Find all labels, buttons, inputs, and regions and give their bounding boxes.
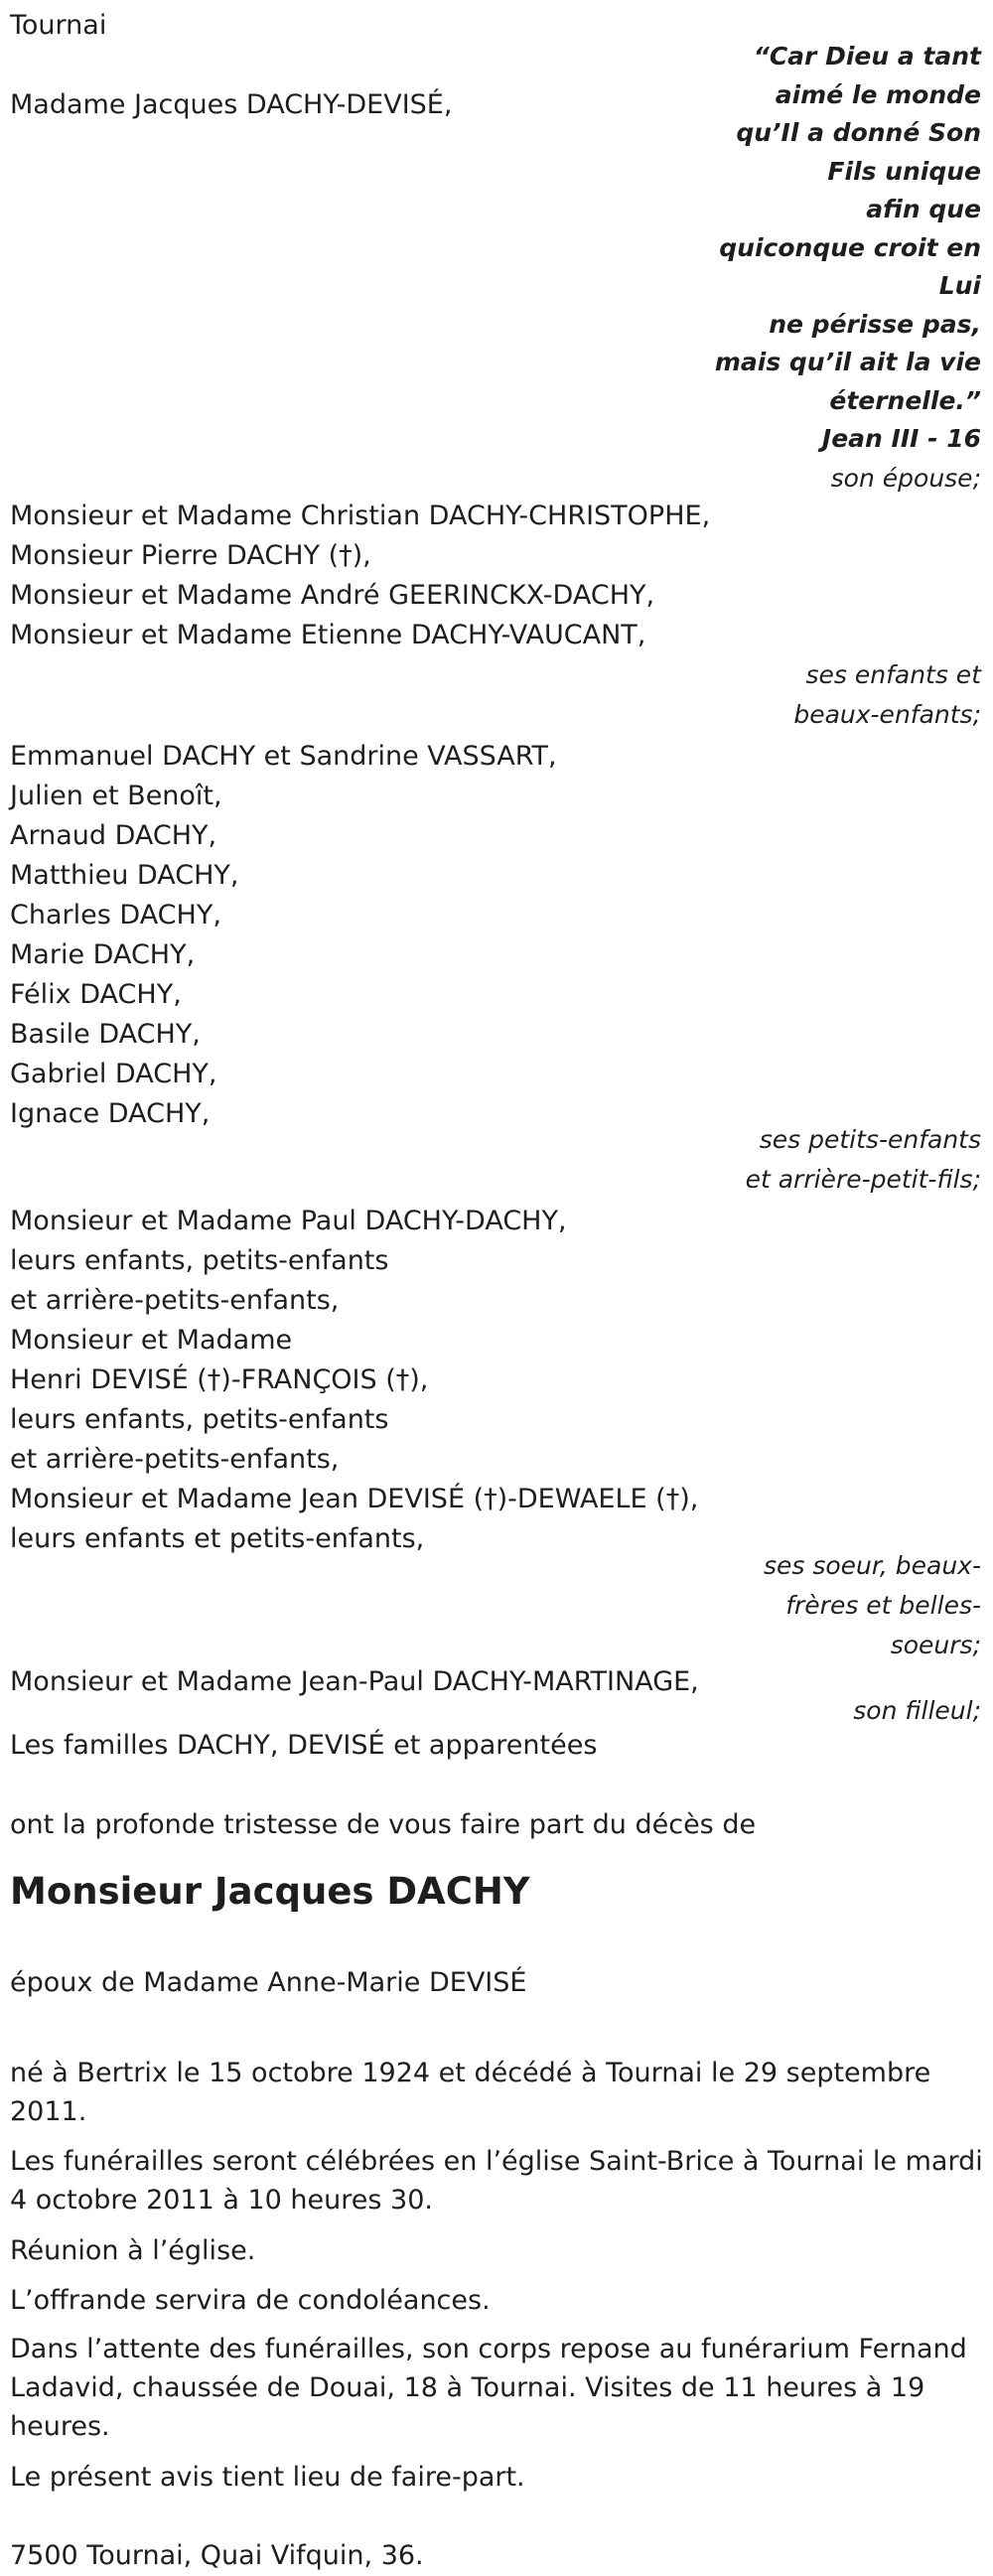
role-siblings: soeurs;	[890, 1631, 981, 1659]
deceased-name: Monsieur Jacques DACHY	[10, 1870, 530, 1913]
quote-line: aimé le monde	[775, 80, 981, 109]
list-item: Charles DACHY,	[10, 900, 221, 930]
quote-reference: Jean III - 16	[821, 424, 981, 453]
list-item: et arrière-petits-enfants,	[10, 1444, 340, 1475]
address-line: 7500 Tournai, Quai Vifquin, 36.	[10, 2540, 424, 2571]
quote-line: éternelle.”	[829, 386, 981, 415]
families-line: Les familles DACHY, DEVISÉ et apparentées	[10, 1730, 598, 1761]
list-item: Arnaud DACHY,	[10, 820, 217, 851]
quote-line: Lui	[938, 271, 981, 300]
list-item: Ignace DACHY,	[10, 1098, 211, 1129]
role-godson: son filleul;	[853, 1696, 981, 1725]
list-item: Monsieur et Madame Paul DACHY-DACHY,	[10, 1206, 567, 1236]
role-grandchildren: ses petits-enfants	[759, 1125, 981, 1154]
deceased-spouse: époux de Madame Anne-Marie DEVISÉ	[10, 1967, 527, 1998]
quote-line: Fils unique	[827, 157, 981, 186]
list-item: leurs enfants, petits-enfants	[10, 1245, 389, 1276]
announcement: ont la profonde tristesse de vous faire part du décès de	[10, 1809, 757, 1840]
paragraph-line: 2011.	[10, 2096, 87, 2127]
role-spouse: son épouse;	[830, 464, 981, 493]
quote-line: mais qu’il ait la vie	[714, 348, 981, 376]
list-item: Basile DACHY,	[10, 1019, 201, 1050]
spouse-line: Madame Jacques DACHY-DEVISÉ,	[10, 89, 453, 120]
location: Tournai	[10, 10, 107, 41]
paragraph-line: Dans l’attente des funérailles, son corps repose au funérarium Fernand	[10, 2334, 967, 2364]
paragraph-line: né à Bertrix le 15 octobre 1924 et décédé à Tournai le 29 septembre	[10, 2058, 931, 2088]
paragraph-line: 4 octobre 2011 à 10 heures 30.	[10, 2185, 433, 2216]
list-item: Monsieur Pierre DACHY (†),	[10, 540, 371, 571]
role-siblings: frères et belles-	[785, 1591, 981, 1620]
quote-line: ne périsse pas,	[769, 310, 981, 339]
list-item: Henri DEVISÉ (†)-FRANÇOIS (†),	[10, 1364, 429, 1395]
list-item: leurs enfants et petits-enfants,	[10, 1523, 425, 1554]
list-item: Monsieur et Madame Jean DEVISÉ (†)-DEWAELE (†),	[10, 1484, 699, 1514]
role-siblings: ses soeur, beaux-	[763, 1551, 981, 1580]
offering-line: L’offrande servira de condoléances.	[10, 2285, 491, 2316]
quote-line: qu’Il a donné Son	[736, 118, 981, 147]
list-item: Monsieur et Madame Etienne DACHY-VAUCANT,	[10, 620, 646, 650]
list-item: Monsieur et Madame Christian DACHY-CHRISTOPHE,	[10, 501, 711, 531]
list-item: Emmanuel DACHY et Sandrine VASSART,	[10, 741, 557, 772]
role-grandchildren: et arrière-petit-fils;	[745, 1165, 981, 1194]
meeting-line: Réunion à l’église.	[10, 2235, 256, 2266]
godson-line: Monsieur et Madame Jean-Paul DACHY-MARTINAGE,	[10, 1666, 699, 1697]
notice-line: Le présent avis tient lieu de faire-part.	[10, 2462, 525, 2493]
list-item: Monsieur et Madame André GEERINCKX-DACHY,	[10, 580, 655, 611]
list-item: Julien et Benoît,	[10, 781, 222, 811]
list-item: Monsieur et Madame	[10, 1325, 293, 1356]
quote-line: “Car Dieu a tant	[753, 42, 981, 71]
paragraph-line: Les funérailles seront célébrées en l’église Saint-Brice à Tournai le mardi	[10, 2146, 983, 2177]
list-item: leurs enfants, petits-enfants	[10, 1404, 389, 1435]
list-item: Matthieu DACHY,	[10, 860, 239, 891]
role-children: beaux-enfants;	[793, 700, 981, 729]
list-item: Félix DACHY,	[10, 979, 182, 1010]
quote-line: quiconque croit en	[719, 233, 981, 262]
list-item: Gabriel DACHY,	[10, 1059, 217, 1089]
role-children: ses enfants et	[805, 660, 981, 689]
paragraph-line: Ladavid, chaussée de Douai, 18 à Tournai. Visites de 11 heures à 19	[10, 2372, 925, 2403]
list-item: et arrière-petits-enfants,	[10, 1285, 340, 1316]
quote-line: afin que	[866, 195, 981, 223]
paragraph-line: heures.	[10, 2411, 110, 2442]
list-item: Marie DACHY,	[10, 939, 196, 970]
